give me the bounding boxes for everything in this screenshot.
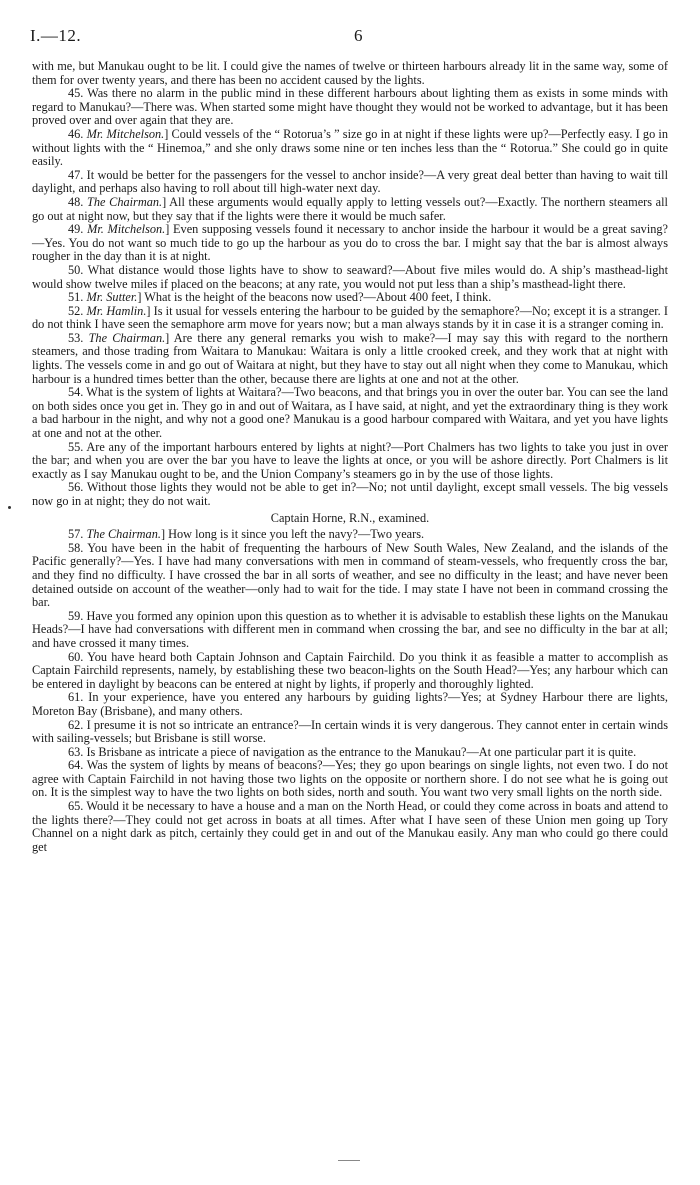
question-number: 57.	[68, 527, 87, 542]
question-paragraph: 56. Without those lights they would not be able to get in?—No; not until daylight, except small vessels. The big vessels now go in at night; they do not wait.	[32, 480, 668, 508]
paragraph-group-2	[32, 528, 668, 854]
question-paragraph: 59. Have you formed any opinion upon this question as to whether it is advisable to establish these lights on the Manukau Heads?—I have had conversations with different men in command when crossing the bar, and see no difficulty in the bar at all; and have crossed it many times.	[32, 608, 668, 650]
question-number: 46.	[68, 126, 87, 141]
question-number: 52.	[68, 303, 87, 318]
question-paragraph	[32, 291, 668, 305]
speaker-name: Mr. Hamlin.	[86, 303, 147, 318]
question-text: ] Are there any general remarks you wish to make?—I may say this with regard to the northern steamers, and those trading from Waitara to Manukau: Waitara is only a little crooked creek, and they work that at night with lights. The vessels come in and go out of Waitara at night, but they have to stay out all night when they come to Manukau, which harbour is a hundred times better than the other, because there are lights at one and not at the other.	[32, 330, 668, 386]
section-heading-text: Captain Horne, R.N., examined.	[270, 510, 430, 525]
question-paragraph: 60. You have heard both Captain Johnson and Captain Fairchild. Do you think it as feasible a matter to accomplish as Captain Fairchild represents, namely, by establishing these two beacon-lights on the South Head?—Yes; any harbour which can be entered in daylight by beacons can be entered at night by lights, if properly and thoroughly lighted.	[32, 649, 668, 691]
question-text: ] Could vessels of the “ Rotorua’s ” size go in at night if these lights were up?—Perfectly easy. I go in without lights with the “ Hinemoa,” and she only draws some nine or ten inches less than the “ Rotorua.” She could go in quite easily.	[32, 126, 668, 169]
speaker-name: The Chairman.	[86, 527, 161, 542]
question-paragraph: 54. What is the system of lights at Waitara?—Two beacons, and that brings you in over the outer bar. You can see the land on both sides once you get in. They go in and out of Waitara, as I have said, at night, and yet the extraordinary thing is they work a bad harbour in the night, and why not a good one? Manukau is a good harbour compared with Waitara, and yet you have lights at one and not at the other.	[32, 385, 668, 441]
question-paragraph: 61. In your experience, have you entered any harbours by guiding lights?—Yes; at Sydney Harbour there are lights, Moreton Bay (Brisbane), and many others.	[32, 690, 668, 718]
question-paragraph: 55. Are any of the important harbours entered by lights at night?—Port Chalmers has two lights to take you just in over the bar; and when you are over the bar you have to leave the lights at once, or you will be ashore directly. Port Chalmers is lit exactly as I say Manukau ought to be, and the Union Company’s steamers go in by the use of those lights.	[32, 439, 668, 481]
speaker-name: Mr. Sutter.	[86, 290, 138, 305]
question-paragraph: 45. Was there no alarm in the public mind in these different harbours about lighting them as exists in some minds with regard to Manukau?—There was. When started some might have thought they would not be worked to advantage, but it has been proved over and over again that they are.	[32, 86, 668, 128]
question-paragraph	[32, 528, 668, 542]
question-paragraph	[32, 128, 668, 169]
question-text: ] What is the height of the beacons now used?—About 400 feet, I think.	[137, 290, 492, 305]
speaker-name: The Chairman.	[87, 194, 163, 209]
question-paragraph: 58. You have been in the habit of frequenting the harbours of New South Wales, New Zealand, and the islands of the Pacific generally?—Yes. I have had many conversations with men in command of steam-vessels, who frequently cross the bar, and they find no difficulty. I have crossed the bar in all sorts of weather, and see no difficulty in the least; and have never been detained outside on account of the weather—only had to wait for the tide. I may state I have not been in command crossing the bar.	[32, 540, 668, 610]
question-number: 49.	[68, 222, 88, 237]
continuation-paragraph: with me, but Manukau ought to be lit. I could give the names of twelve or thirteen harbours already lit in the same way, some of them for over twenty years, and there has been no accident caused by the lights.	[32, 59, 668, 87]
section-heading	[32, 512, 668, 526]
question-number: 48.	[68, 194, 88, 209]
question-paragraph: 65. Would it be necessary to have a house and a man on the North Head, or could they come across in boats and attend to the lights there?—They could not get across in boats at all times. After what I have seen of these Union men going up Tory Channel on a night dark as pitch, certainly they could get in and out of the Manukau easily. Any man who could go there could get	[32, 799, 668, 854]
footer-rule	[338, 1160, 360, 1161]
question-paragraph: 63. Is Brisbane as intricate a piece of navigation as the entrance to the Manukau?—At one particular part it is quite.	[68, 744, 637, 759]
page-header	[30, 26, 670, 50]
question-text: ] How long is it since you left the navy?—Two years.	[160, 527, 425, 542]
question-paragraph: 64. Was the system of lights by means of beacons?—Yes; they go upon bearings on single lights, not even two. I do not agree with Captain Fairchild in not having those two lights on the opposite or northern shore. I do not see what he is going out on. It is the simplest way to have the two lights on both sides, north and south. You want two very small lights on the north side.	[32, 758, 668, 800]
document-reference: I.—12.	[30, 26, 82, 45]
question-number: 53.	[68, 330, 89, 345]
speaker-name: The Chairman.	[88, 330, 166, 345]
speaker-name: Mr. Mitchelson.	[86, 126, 165, 141]
question-text: ] Even supposing vessels found it necessary to anchor inside the harbour it would be a great saving?—Yes. You do not want so much tide to go up the harbour as you do to cross the bar. I might say that the bar is almost always rougher in the day than it is at night.	[32, 222, 668, 264]
question-text: ] All these arguments would equally apply to letting vessels out?—Exactly. The northern steamers all go out at night now, but they say that if the lights were there it would be much safer.	[32, 194, 668, 223]
question-paragraph	[32, 305, 668, 332]
question-paragraph	[32, 223, 668, 264]
question-paragraph	[32, 196, 668, 223]
question-text: ] Is it usual for vessels entering the harbour to be guided by the semaphore?—No; except it is a stranger. I do not think I have seen the semaphore arm move for years now; but a man always stands by it in case it is a stranger coming in.	[32, 303, 669, 332]
paragraph-group-1	[32, 87, 668, 508]
question-paragraph: 62. I presume it is not so intricate an entrance?—In certain winds it is very dangerous. They cannot enter in certain winds with sailing-vessels; but Brisbane is still worse.	[32, 717, 668, 746]
question-paragraph: 50. What distance would those lights have to show to seaward?—About five miles would do. A ship’s masthead-light would show twelve miles if placed on the beacons; at any rate, you would not put less than a ship’s masthead-light there.	[32, 262, 668, 291]
page-number: 6	[354, 26, 363, 45]
margin-mark	[8, 506, 11, 509]
question-number: 51.	[68, 290, 87, 305]
question-paragraph: 47. It would be better for the passengers for the vessel to anchor inside?—A very great deal better than having to wait till daylight, and perhaps also having to roll about till high-water next day.	[32, 167, 668, 196]
speaker-name: Mr. Mitchelson.	[87, 222, 166, 237]
body-text	[32, 60, 668, 854]
question-paragraph	[32, 332, 668, 386]
